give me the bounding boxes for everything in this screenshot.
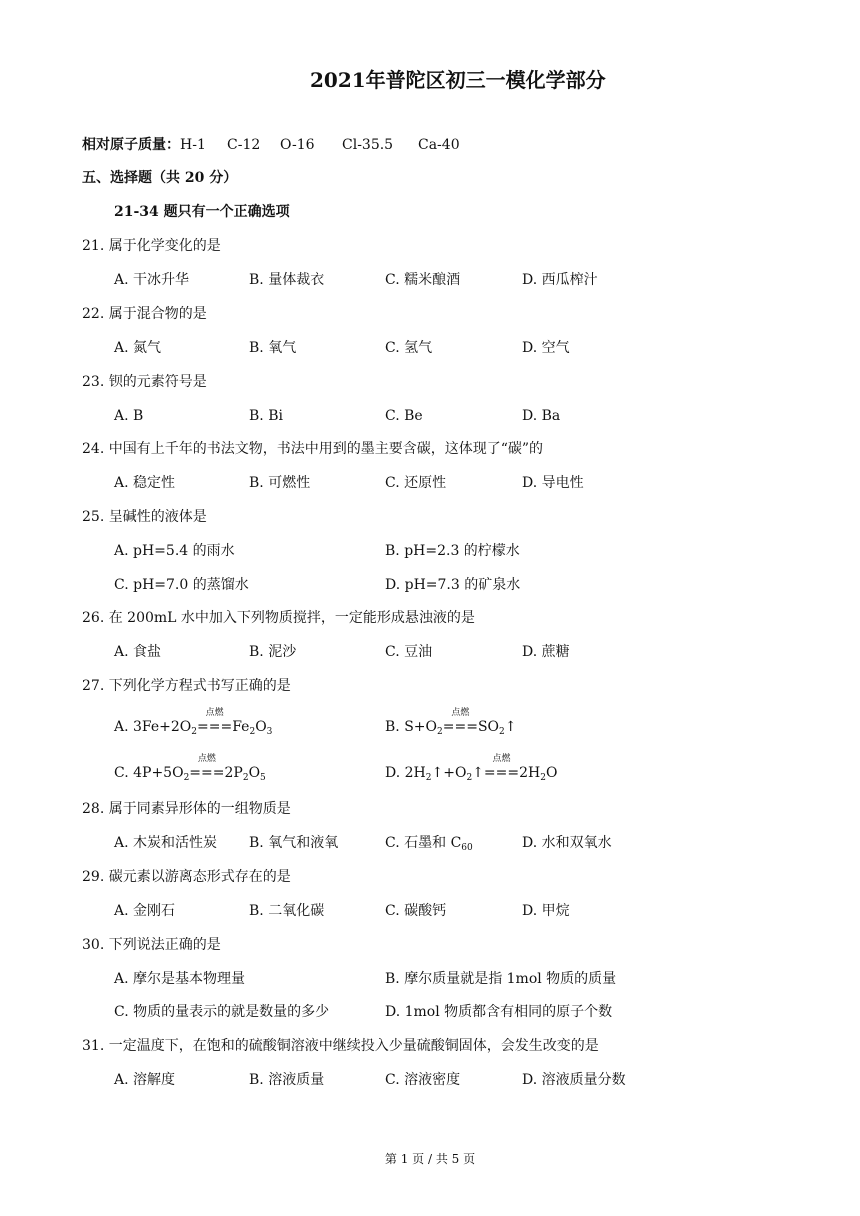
q23-option-a: A. B: [114, 408, 144, 424]
q25-stem: 25. 呈碱性的液体是: [82, 509, 207, 525]
equation-arrow: 点燃 ===: [443, 717, 478, 737]
q30-option-b: B. 摩尔质量就是指 1mol 物质的质量: [385, 971, 617, 987]
q23-option-d: D. Ba: [522, 408, 561, 424]
q27-option-c: C. $4P+5O_2$ 点燃 $===2P_2O_5$: [114, 763, 266, 783]
reaction-condition: 点燃: [205, 708, 224, 718]
q28-option-a: A. 木炭和活性炭: [114, 835, 218, 851]
q29-option-a: A. 金刚石: [114, 903, 176, 919]
q21-option-c: C. 糯米酿酒: [385, 272, 461, 288]
page-title: 2021年普陀区初三一模化学部分: [310, 68, 606, 92]
mass-o: O-16: [280, 137, 315, 153]
q27-option-b: B. $S+O_2$ 点燃 $===SO_2↑$: [385, 717, 516, 737]
q23-stem: 23. 钡的元素符号是: [82, 374, 207, 390]
q28-stem: 28. 属于同素异形体的一组物质是: [82, 801, 291, 817]
q28-option-c: C. 石墨和 $C_{60}$: [385, 835, 473, 853]
q24-option-d: D. 导电性: [522, 475, 584, 491]
q26-option-c: C. 豆油: [385, 644, 433, 660]
q27-option-a: A. $3Fe+2O_2$ 点燃 $===Fe_2O_3$: [114, 717, 272, 737]
q24-option-b: B. 可燃性: [249, 475, 311, 491]
q22-stem: 22. 属于混合物的是: [82, 306, 207, 322]
q31-stem: 31. 一定温度下，在饱和的硫酸铜溶液中继续投入少量硫酸铜固体，会发生改变的是: [82, 1038, 599, 1054]
q25-option-c: C. pH=7.0 的蒸馏水: [114, 577, 249, 593]
atomic-mass-label: 相对原子质量：: [82, 137, 180, 153]
q22-option-d: D. 空气: [522, 340, 570, 356]
q21-option-a: A. 干冰升华: [114, 272, 190, 288]
q21-option-b: B. 量体裁衣: [249, 272, 325, 288]
q22-option-c: C. 氢气: [385, 340, 433, 356]
q30-option-a: A. 摩尔是基本物理量: [114, 971, 246, 987]
q26-option-a: A. 食盐: [114, 644, 162, 660]
q24-stem: 24. 中国有上千年的书法文物，书法中用到的墨主要含碳，这体现了“碳”的: [82, 441, 544, 457]
q24-option-a: A. 稳定性: [114, 475, 176, 491]
q25-option-d: D. pH=7.3 的矿泉水: [385, 577, 521, 593]
section-heading: 五、选择题（共 20 分）: [82, 170, 238, 186]
reaction-condition: 点燃: [492, 754, 511, 764]
q27-stem: 27. 下列化学方程式书写正确的是: [82, 678, 291, 694]
section-subheading: 21-34 题只有一个正确选项: [114, 204, 290, 220]
q22-option-b: B. 氧气: [249, 340, 297, 356]
equation-arrow: 点燃 ===: [189, 763, 224, 783]
mass-h: H-1: [180, 137, 206, 153]
q31-option-a: A. 溶解度: [114, 1072, 176, 1088]
q30-option-c: C. 物质的量表示的就是数量的多少: [114, 1004, 330, 1020]
q29-option-d: D. 甲烷: [522, 903, 570, 919]
q30-stem: 30. 下列说法正确的是: [82, 937, 221, 953]
q30-option-d: D. 1mol 物质都含有相同的原子个数: [385, 1004, 613, 1020]
reaction-condition: 点燃: [197, 754, 216, 764]
q26-stem: 26. 在 200mL 水中加入下列物质搅拌，一定能形成悬浊液的是: [82, 610, 475, 626]
q23-option-c: C. Be: [385, 408, 423, 424]
q29-option-b: B. 二氧化碳: [249, 903, 325, 919]
q24-option-c: C. 还原性: [385, 475, 447, 491]
q28-option-b: B. 氧气和液氧: [249, 835, 339, 851]
mass-c: C-12: [227, 137, 261, 153]
q22-option-a: A. 氮气: [114, 340, 162, 356]
q25-option-b: B. pH=2.3 的柠檬水: [385, 543, 520, 559]
q29-option-c: C. 碳酸钙: [385, 903, 447, 919]
reaction-condition: 点燃: [451, 708, 470, 718]
q26-option-d: D. 蔗糖: [522, 644, 570, 660]
q25-option-a: A. pH=5.4 的雨水: [114, 543, 235, 559]
atomic-mass-line: [82, 135, 206, 155]
q29-stem: 29. 碳元素以游离态形式存在的是: [82, 869, 291, 885]
q31-option-d: D. 溶液质量分数: [522, 1072, 626, 1088]
q27-option-d: D. $2H_2↑+O_2↑$ 点燃 $===2H_2O$: [385, 763, 557, 783]
equation-arrow: 点燃 ===: [197, 717, 232, 737]
mass-ca: Ca-40: [418, 137, 460, 153]
q31-option-c: C. 溶液密度: [385, 1072, 461, 1088]
q26-option-b: B. 泥沙: [249, 644, 297, 660]
q21-option-d: D. 西瓜榨汁: [522, 272, 598, 288]
q31-option-b: B. 溶液质量: [249, 1072, 325, 1088]
mass-cl: Cl-35.5: [342, 137, 394, 153]
page-footer: 第 1 页 / 共 5 页: [384, 1152, 476, 1166]
q28-option-d: D. 水和双氧水: [522, 835, 612, 851]
q21-stem: 21. 属于化学变化的是: [82, 238, 221, 254]
equation-arrow: 点燃 ===: [484, 763, 519, 783]
q23-option-b: B. Bi: [249, 408, 283, 424]
